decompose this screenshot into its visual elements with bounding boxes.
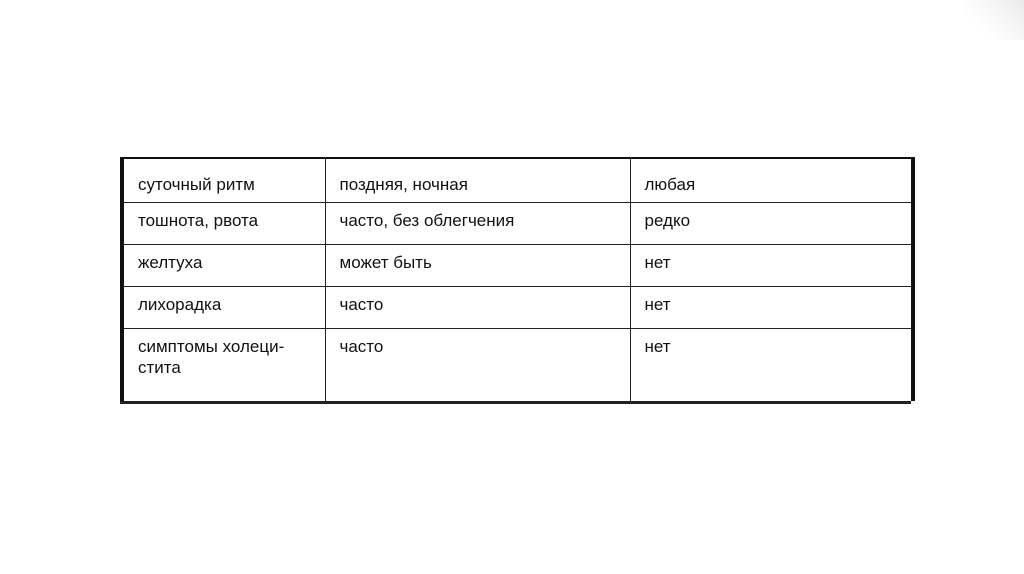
table-cell: нет [630,287,913,329]
table-bottom-border [120,401,911,404]
table-cell: часто [325,287,630,329]
table-cell: нет [630,245,913,287]
table-row [122,329,913,402]
table-cell: часто [325,329,630,402]
table-cell: часто, без облегчения [325,203,630,245]
table-row [122,287,913,329]
table-cell: поздняя, ночная [325,158,630,203]
table-cell: желтуха [122,245,325,287]
table-cell: редко [630,203,913,245]
table-cell: может быть [325,245,630,287]
comparison-table-container [120,157,911,401]
table-row [122,158,913,203]
table-cell: тошнота, рвота [122,203,325,245]
table-cell: симптомы холеци- стита [122,329,325,402]
table-cell: лихорадка [122,287,325,329]
table-cell: любая [630,158,913,203]
table-cell: суточный ритм [122,158,325,203]
table-cell: нет [630,329,913,402]
table-row [122,203,913,245]
page-corner-shadow [964,0,1024,40]
comparison-table [120,157,915,401]
table-row [122,245,913,287]
